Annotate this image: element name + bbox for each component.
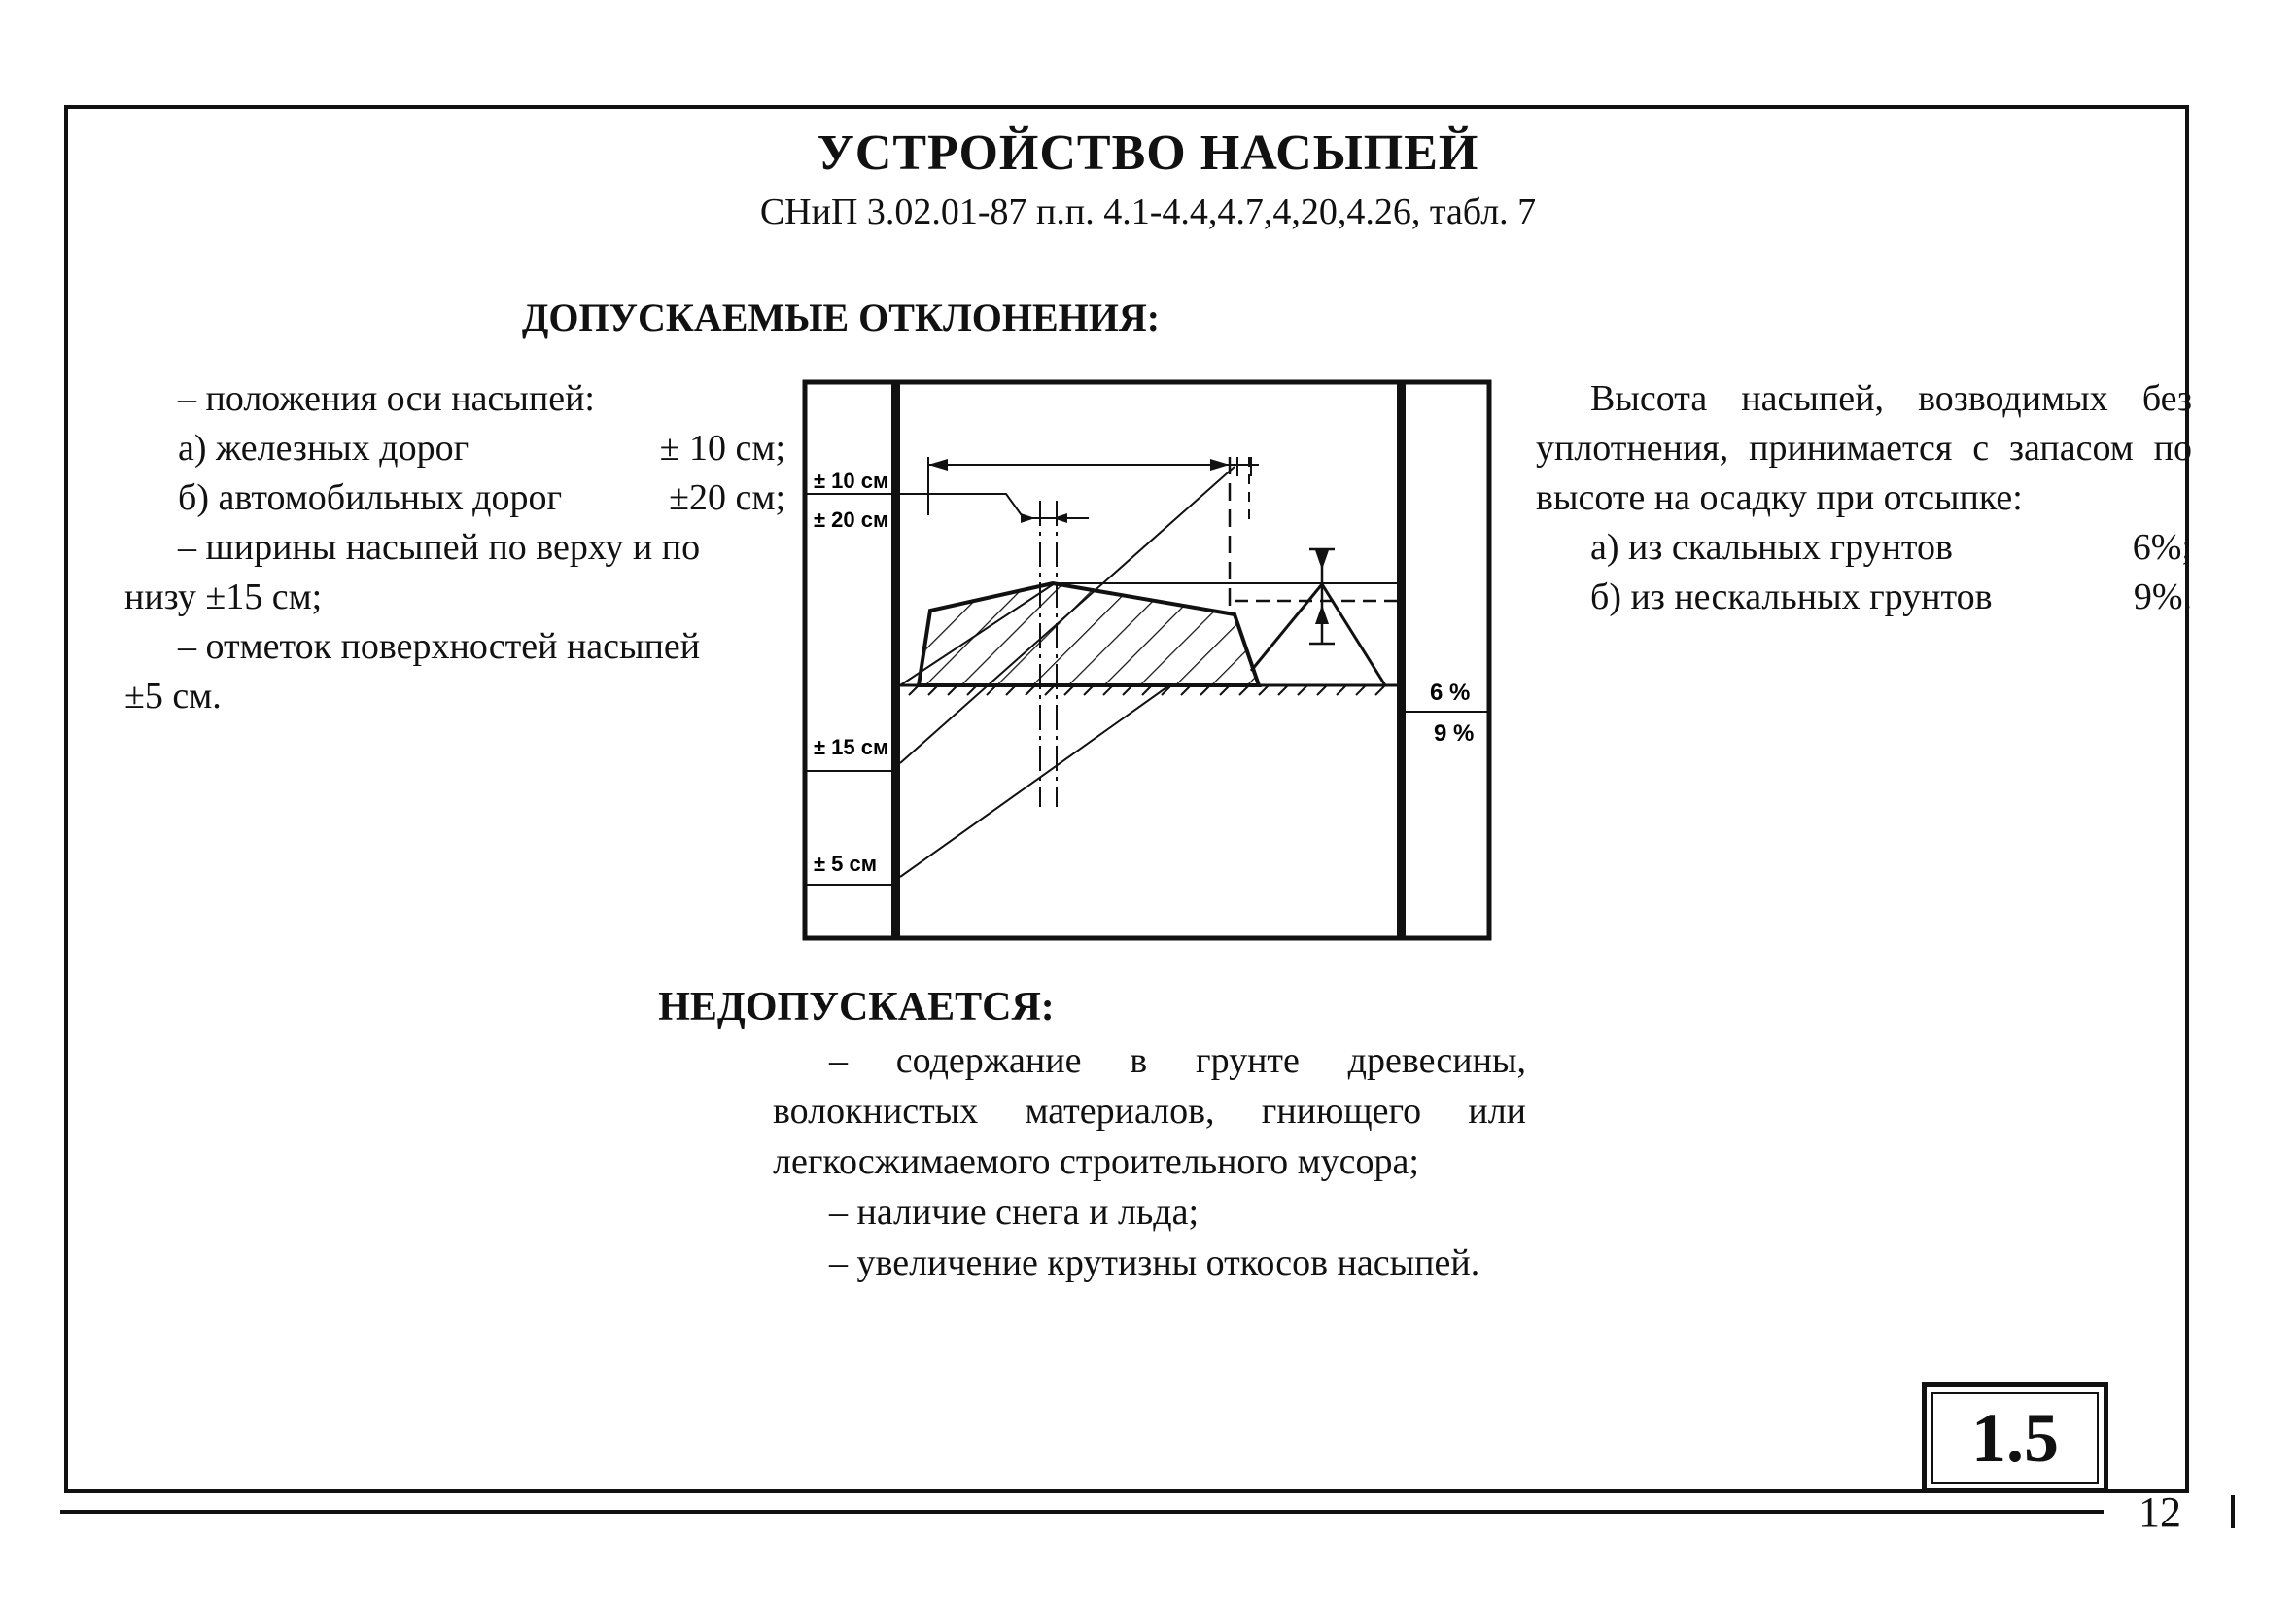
sheet-number-box [1922,1382,2108,1493]
width-item-line1: – ширины насыпей по верху и по [178,527,701,568]
railways-item [124,424,785,473]
railways-value: ± 10 см; [659,428,785,469]
surface-item-line2: ±5 см. [124,676,222,717]
prohibited-list [773,1035,1526,1288]
leader-5 [900,685,1169,877]
prohibited-item-2: – наличие снега и льда; [829,1192,1200,1233]
rock-soil-value: 6%; [2132,527,2192,568]
nonrock-soil-label: б) из нескальных грунтов [1590,577,1993,617]
tol-10-label: ± 10 см [814,469,889,493]
page-number: 12 [2139,1488,2181,1536]
rock-soil-label: а) из скальных грунтов [1590,527,1953,568]
pct-9-label: 9 % [1434,720,1475,747]
tol-20-label: ± 20 см [814,507,889,532]
deviations-heading: ДОПУСКАЕМЫЕ ОТКЛОНЕНИЯ: [521,296,1161,339]
page-corner-tick [2231,1495,2235,1528]
railways-label: а) железных дорог [178,428,470,469]
nonrock-soil-item [1536,573,2192,622]
settlement-triangle [1251,584,1385,685]
width-item-line2: низу ±15 см; [124,577,323,617]
prohibited-heading: НЕДОПУСКАЕТСЯ: [658,985,1055,1030]
prohibited-item-1: – содержание в грунте древесины, волокнистых материалов, гниющего или легкосжимаемого строительного мусора; [773,1040,1526,1182]
highways-value: ±20 см; [669,477,785,518]
settlement-text: Высота насыпей, возводимых без уплотнения, принимается с запасом по высоте на осадку при отсыпке: [1536,378,2192,518]
deviations-list [124,374,785,721]
rock-soil-item [1536,523,2192,573]
tol-15-label: ± 15 см [814,735,889,759]
left-bar [891,382,900,938]
arrow-down [1315,550,1329,570]
standard-reference: СНиП 3.02.01-87 п.п. 4.1-4.4,4.7,4,20,4.26, табл. 7 [759,192,1537,232]
embankment-body [919,583,1259,685]
axis-position-item: – положения оси насыпей: [178,378,595,419]
bottom-rule [60,1510,2104,1514]
settlement-note [1536,374,2192,622]
surface-item-line1: – отметок поверхностей насыпей [178,626,701,667]
prohibited-item-3: – увеличение крутизны откосов насыпей. [829,1242,1480,1283]
page-title: УСТРОЙСТВО НАСЫПЕЙ [817,125,1479,181]
pct-6-label: 6 % [1430,680,1471,706]
tol-5-label: ± 5 см [814,852,878,876]
right-bar [1397,382,1406,938]
embankment-diagram [802,379,1492,943]
sheet-number: 1.5 [1931,1392,2099,1484]
arrow-up [1315,605,1329,624]
highways-label: б) автомобильных дорог [178,477,563,518]
nonrock-soil-value: 9%. [2133,577,2192,617]
highways-item [124,473,785,523]
